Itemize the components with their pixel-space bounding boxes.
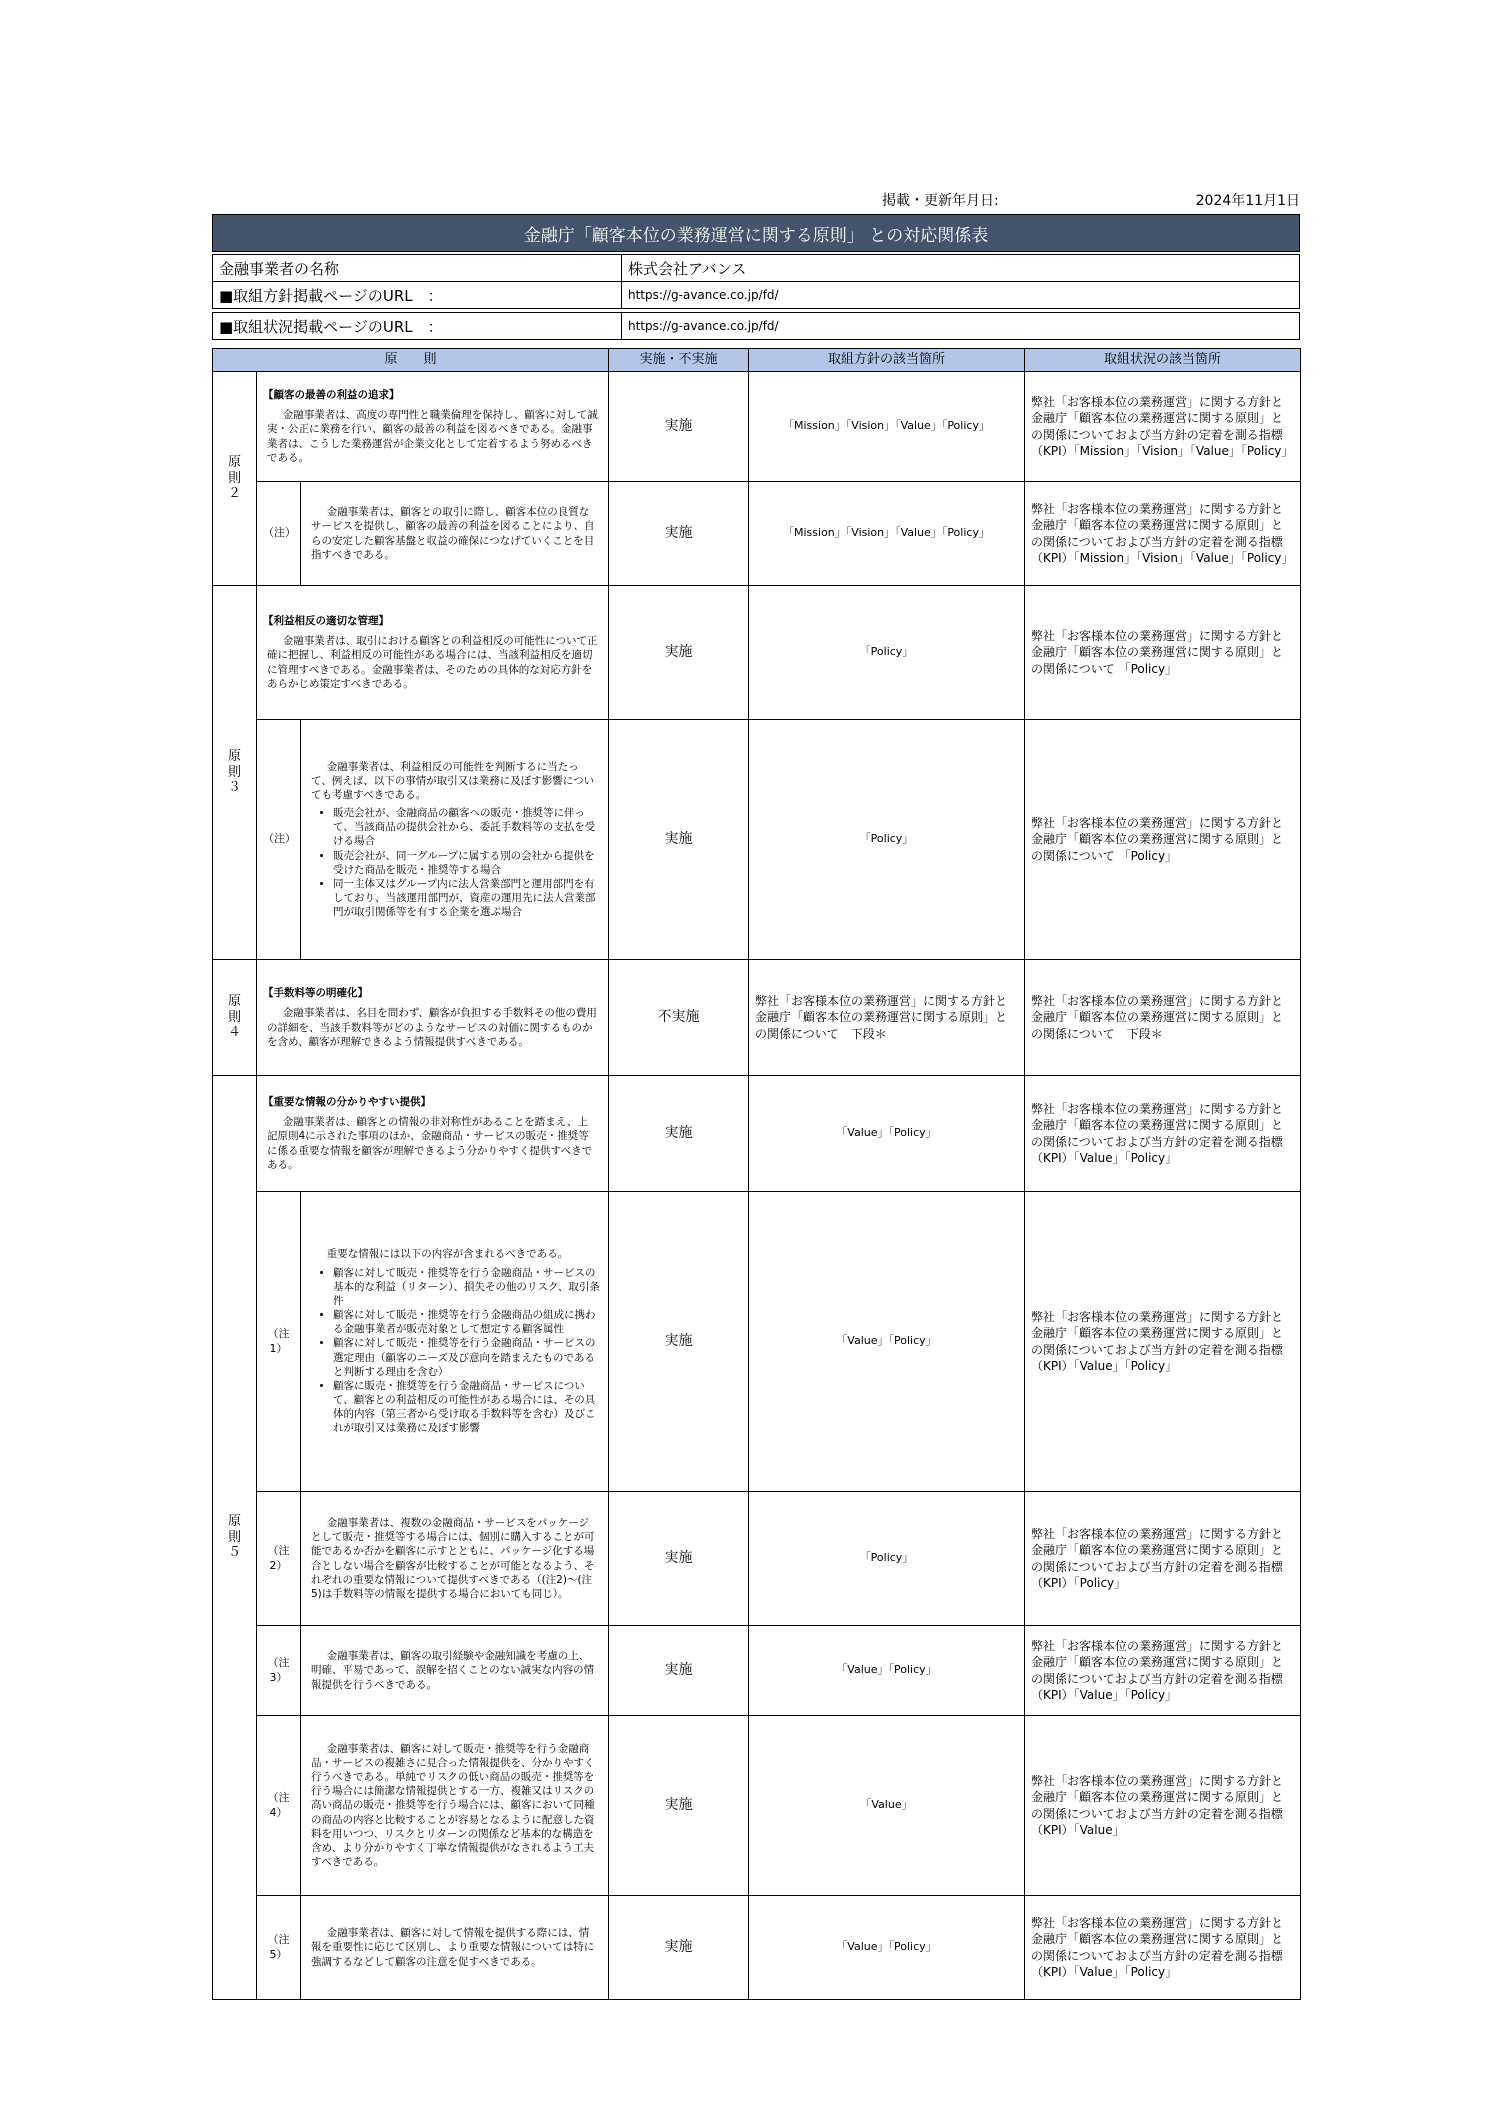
impl-status: 実施 <box>609 1076 749 1192</box>
principle-text <box>257 960 609 1076</box>
note-label: （注4） <box>257 1716 301 1896</box>
note-label: （注1） <box>257 1192 301 1492</box>
policy-ref: 「Policy」 <box>749 586 1025 720</box>
note-label: （注2） <box>257 1492 301 1626</box>
status-ref: 弊社「お客様本位の業務運営」に関する方針と金融庁「顧客本位の業務運営に関する原則」との関係について 「Policy」 <box>1025 586 1301 720</box>
status-url-link[interactable]: https://g-avance.co.jp/fd/ <box>622 313 1300 340</box>
principle-text <box>257 1076 609 1192</box>
principle-number: 原 則 ３ <box>213 586 257 960</box>
table-row <box>213 1896 1301 2000</box>
policy-ref: 「Value」「Policy」 <box>749 1626 1025 1716</box>
policy-ref: 「Mission」「Vision」「Value」「Policy」 <box>749 482 1025 586</box>
status-ref: 弊社「お客様本位の業務運営」に関する方針と金融庁「顧客本位の業務運営に関する原則」との関係についておよび当方針の定着を測る指標（KPI）「Value」 <box>1025 1716 1301 1896</box>
note-list <box>307 1266 602 1436</box>
table-row <box>213 586 1301 720</box>
impl-status: 実施 <box>609 720 749 960</box>
company-name-value: 株式会社アバンス <box>622 255 1300 282</box>
policy-ref: 「Policy」 <box>749 1492 1025 1626</box>
status-ref: 弊社「お客様本位の業務運営」に関する方針と金融庁「顧客本位の業務運営に関する原則」との関係についておよび当方針の定着を測る指標（KPI）「Policy」 <box>1025 1492 1301 1626</box>
note-label: （注3） <box>257 1626 301 1716</box>
principle-body: 金融事業者は、名目を問わず、顧客が負担する手数料その他の費用の詳細を、当該手数料等がどのようなサービスの対価に関するものかを含め、顧客が理解できるよう情報提供すべきである。 <box>267 1007 597 1048</box>
list-item: • 顧客に販売・推奨等を行う金融商品・サービスについて、顧客との利益相反の可能性がある場合には、その具体的内容（第三者から受け取る手数料等を含む）及びこれが取引又は業務に及ぼす影響 <box>333 1379 602 1436</box>
date-label: 掲載・更新年月日: <box>882 193 999 209</box>
col-principle: 原 則 <box>213 349 609 372</box>
principle-heading: 【重要な情報の分かりやすい提供】 <box>263 1096 431 1109</box>
status-ref: 弊社「お客様本位の業務運営」に関する方針と金融庁「顧客本位の業務運営に関する原則」との関係についておよび当方針の定着を測る指標（KPI）「Mission」「Vision」「Value」「Policy」 <box>1025 482 1301 586</box>
status-ref: 弊社「お客様本位の業務運営」に関する方針と金融庁「顧客本位の業務運営に関する原則」との関係についておよび当方針の定着を測る指標（KPI）「Value」「Policy」 <box>1025 1896 1301 2000</box>
impl-status: 実施 <box>609 1626 749 1716</box>
impl-status: 実施 <box>609 482 749 586</box>
table-row <box>213 1192 1301 1492</box>
page-title: 金融庁「顧客本位の業務運営に関する原則」 との対応関係表 <box>212 214 1300 252</box>
list-item: • 顧客に対して販売・推奨等を行う金融商品・サービスの基本的な利益（リターン）、損失その他のリスク、取引条件 <box>333 1266 602 1309</box>
col-impl: 実施・不実施 <box>609 349 749 372</box>
note-label: （注） <box>257 720 301 960</box>
policy-url-label: ■取組方針掲載ページのURL ： <box>213 282 622 309</box>
impl-status: 実施 <box>609 586 749 720</box>
principle-text <box>257 586 609 720</box>
date-value: 2024年11月1日 <box>1195 193 1300 209</box>
note-text: 金融事業者は、顧客に対して販売・推奨等を行う金融商品・サービスの複雑さに見合った情報提供を、分かりやすく行うべきである。単純でリスクの低い商品の販売・推奨等を行う場合には簡潔な情報提供とする一方、複雑又はリスクの高い商品の販売・推奨等を行う場合には、顧客において同種の商品の内容と比較することが容易となるように配意した資料を用いつつ、リスクとリターンの関係など基本的な構造を含め、より分かりやすく丁寧な情報提供がなされるよう工夫すべきである。 <box>301 1716 609 1896</box>
policy-ref: 「Value」「Policy」 <box>749 1076 1025 1192</box>
table-row <box>213 1492 1301 1626</box>
principle-number: 原 則 ４ <box>213 960 257 1076</box>
policy-ref: 「Policy」 <box>749 720 1025 960</box>
principle-body: 金融事業者は、高度の専門性と職業倫理を保持し、顧客に対して誠実・公正に業務を行い、顧客の最善の利益を図るべきである。金融事業者は、こうした業務運営が企業文化として定着するよう努めるべきである。 <box>267 409 598 464</box>
company-name-label: 金融事業者の名称 <box>213 255 622 282</box>
principles-table <box>212 348 1301 2000</box>
list-item: • 顧客に対して販売・推奨等を行う金融商品の組成に携わる金融事業者が販売対象として想定する顧客属性 <box>333 1308 602 1336</box>
policy-url-link[interactable]: https://g-avance.co.jp/fd/ <box>622 282 1300 309</box>
impl-status: 実施 <box>609 1192 749 1492</box>
table-row <box>213 1626 1301 1716</box>
policy-ref: 「Value」 <box>749 1716 1025 1896</box>
col-policy: 取組方針の該当箇所 <box>749 349 1025 372</box>
status-ref: 弊社「お客様本位の業務運営」に関する方針と金融庁「顧客本位の業務運営に関する原則」との関係についておよび当方針の定着を測る指標（KPI）「Value」「Policy」 <box>1025 1192 1301 1492</box>
status-ref: 弊社「お客様本位の業務運営」に関する方針と金融庁「顧客本位の業務運営に関する原則」との関係についておよび当方針の定着を測る指標（KPI）「Mission」「Vision」「Value」「Policy」 <box>1025 372 1301 482</box>
info-table <box>212 254 1300 309</box>
status-ref: 弊社「お客様本位の業務運営」に関する方針と金融庁「顧客本位の業務運営に関する原則」との関係についておよび当方針の定着を測る指標（KPI）「Value」「Policy」 <box>1025 1626 1301 1716</box>
impl-status: 実施 <box>609 372 749 482</box>
impl-status: 実施 <box>609 1896 749 2000</box>
status-ref: 弊社「お客様本位の業務運営」に関する方針と金融庁「顧客本位の業務運営に関する原則」との関係についておよび当方針の定着を測る指標（KPI）「Value」「Policy」 <box>1025 1076 1301 1192</box>
note-text: 金融事業者は、利益相反の可能性を判断するに当たって、例えば、以下の事情が取引又は業務に及ぼす影響についても考慮すべきである。 • 販売会社が、金融商品の顧客への販売・推奨等に伴って、当該商品の提供会社から、委託手数料等の支払を受ける場合 • 販売会社が、同一グループに属する別の会社から提供を受けた商品を販売・推奨等する場合 • 同一主体又はグループ内に法人営業部門と運用部門を有しており、当該運用部門が、資産の運用先に法人営業部門が取引関係等を有する企業を選ぶ場合 <box>301 720 609 960</box>
impl-status: 実施 <box>609 1716 749 1896</box>
principle-number: 原 則 ５ <box>213 1076 257 2000</box>
principle-heading: 【顧客の最善の利益の追求】 <box>263 389 400 402</box>
impl-status: 実施 <box>609 1492 749 1626</box>
note-text: 重要な情報には以下の内容が含まれるべきである。 • 顧客に対して販売・推奨等を行う金融商品・サービスの基本的な利益（リターン）、損失その他のリスク、取引条件 • 顧客に対して販売・推奨等を行う金融商品の組成に携わる金融事業者が販売対象として想定する顧客属性 • 顧客に対して販売・推奨等を行う金融商品・サービスの選定理由（顧客のニーズ及び意向を踏まえたものであると判断する理由を含む） • 顧客に販売・推奨等を行う金融商品・サービスについて、顧客との利益相反の可能性がある場合には、その具体的内容（第三者から受け取る手数料等を含む）及びこれが取引又は業務に及ぼす影響 <box>301 1192 609 1492</box>
list-item: • 同一主体又はグループ内に法人営業部門と運用部門を有しており、当該運用部門が、資産の運用先に法人営業部門が取引関係等を有する企業を選ぶ場合 <box>333 877 602 920</box>
principle-number: 原 則 ２ <box>213 372 257 586</box>
note-label: （注5） <box>257 1896 301 2000</box>
col-status: 取組状況の該当箇所 <box>1025 349 1301 372</box>
table-row <box>213 482 1301 586</box>
principle-heading: 【利益相反の適切な管理】 <box>263 615 389 628</box>
policy-ref: 「Value」「Policy」 <box>749 1192 1025 1492</box>
status-ref: 弊社「お客様本位の業務運営」に関する方針と金融庁「顧客本位の業務運営に関する原則」との関係について 下段＊ <box>1025 960 1301 1076</box>
status-ref: 弊社「お客様本位の業務運営」に関する方針と金融庁「顧客本位の業務運営に関する原則」との関係について 「Policy」 <box>1025 720 1301 960</box>
policy-ref: 「Mission」「Vision」「Value」「Policy」 <box>749 372 1025 482</box>
note-text: 金融事業者は、顧客との取引に際し、顧客本位の良質なサービスを提供し、顧客の最善の利益を図ることにより、自らの安定した顧客基盤と収益の確保につなげていくことを目指すべきである。 <box>301 482 609 586</box>
note-text: 金融事業者は、複数の金融商品・サービスをパッケージとして販売・推奨等する場合には、個別に購入することが可能であるか否かを顧客に示すとともに、パッケージ化する場合としない場合を顧客が比較することが可能となるよう、それぞれの重要な情報について提供すべきである（(注2)～(注5)は手数料等の情報を提供する場合においても同じ）。 <box>301 1492 609 1626</box>
table-row <box>213 720 1301 960</box>
table-row <box>213 960 1301 1076</box>
table-row <box>213 1716 1301 1896</box>
note-list <box>307 806 602 919</box>
principle-heading: 【手数料等の明確化】 <box>263 987 368 1000</box>
info-table-2 <box>212 312 1300 340</box>
impl-status: 不実施 <box>609 960 749 1076</box>
status-url-label: ■取組状況掲載ページのURL ： <box>213 313 622 340</box>
principle-text <box>257 372 609 482</box>
note-text: 金融事業者は、顧客の取引経験や金融知識を考慮の上、明確、平易であって、誤解を招くことのない誠実な内容の情報提供を行うべきである。 <box>301 1626 609 1716</box>
list-item: • 販売会社が、同一グループに属する別の会社から提供を受けた商品を販売・推奨等する場合 <box>333 849 602 877</box>
principle-body: 金融事業者は、取引における顧客との利益相反の可能性について正確に把握し、利益相反の可能性がある場合には、当該利益相反を適切に管理すべきである。金融事業者は、そのための具体的な対応方針をあらかじめ策定すべきである。 <box>267 635 598 690</box>
policy-ref: 弊社「お客様本位の業務運営」に関する方針と金融庁「顧客本位の業務運営に関する原則」との関係について 下段＊ <box>749 960 1025 1076</box>
list-item: • 顧客に対して販売・推奨等を行う金融商品・サービスの選定理由（顧客のニーズ及び意向を踏まえたものであると判断する理由を含む） <box>333 1336 602 1379</box>
principle-body: 金融事業者は、顧客との情報の非対称性があることを踏まえ、上記原則4に示された事項のほか、金融商品・サービスの販売・推奨等に係る重要な情報を顧客が理解できるよう分かりやすく提供すべきである。 <box>267 1116 593 1171</box>
note-label: （注） <box>257 482 301 586</box>
list-item: • 販売会社が、金融商品の顧客への販売・推奨等に伴って、当該商品の提供会社から、委託手数料等の支払を受ける場合 <box>333 806 602 849</box>
table-row <box>213 1076 1301 1192</box>
table-row <box>213 372 1301 482</box>
policy-ref: 「Value」「Policy」 <box>749 1896 1025 2000</box>
date-row <box>212 190 1300 212</box>
note-text: 金融事業者は、顧客に対して情報を提供する際には、情報を重要性に応じて区別し、より重要な情報については特に強調するなどして顧客の注意を促すべきである。 <box>301 1896 609 2000</box>
